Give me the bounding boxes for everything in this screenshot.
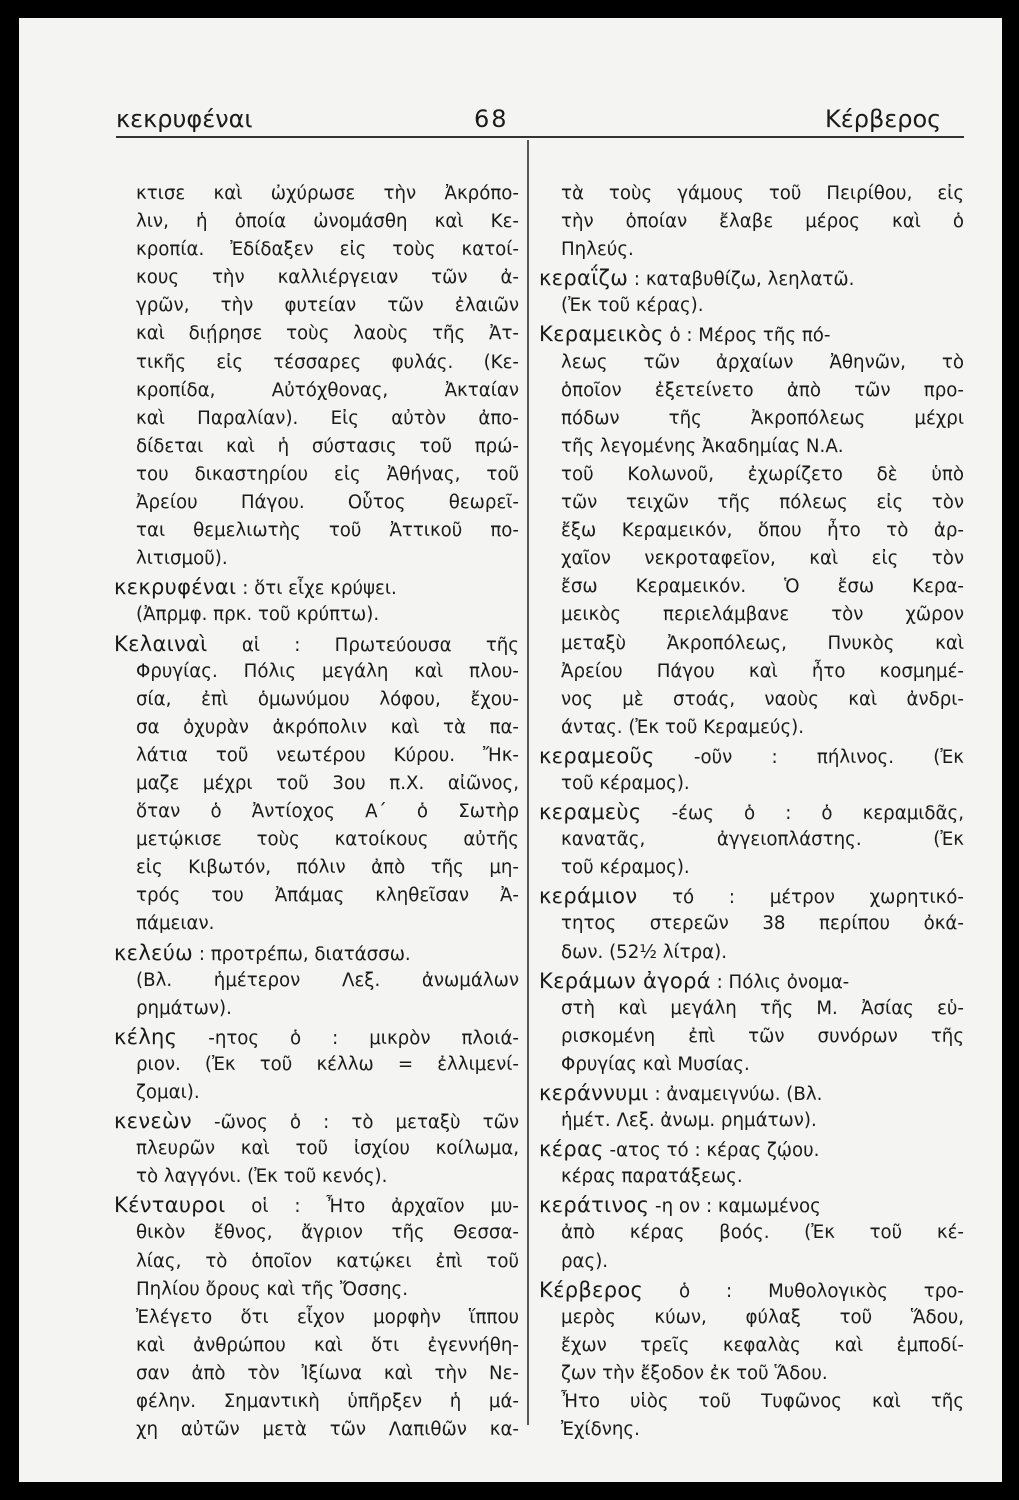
entry-text-line bbox=[114, 882, 519, 910]
entry-text-line bbox=[539, 1360, 964, 1388]
entry-text: μετῴκισε τοὺς κατοίκους αὐτῆς bbox=[136, 829, 519, 851]
entry-text: ἔχων τρεῖς κεφαλὰς καὶ ἐμποδί- bbox=[561, 1334, 964, 1356]
entry-text-line bbox=[114, 967, 519, 995]
entry-text-line bbox=[539, 1332, 964, 1360]
entry-text: ὅταν ὁ Ἀντίοχος Α΄ ὁ Σωτὴρ bbox=[136, 801, 519, 823]
entry-text: Ἐλέγετο ὅτι εἶχον μορφὴν ἵππου bbox=[136, 1306, 519, 1328]
entry-text: -ατος τό : κέρας ζῴου. bbox=[603, 1140, 820, 1162]
entry-text-line bbox=[114, 377, 519, 405]
entry-text-line bbox=[539, 292, 964, 320]
entry-text-line bbox=[539, 939, 964, 967]
headword: Κελαιναὶ bbox=[114, 631, 208, 656]
entry-text: τό : μέτρον χωρητικό- bbox=[637, 887, 964, 909]
entry-text: ἔσω Κεραμεικόν. Ὁ ἔσω Κερα- bbox=[561, 576, 964, 598]
dictionary-page bbox=[19, 18, 1002, 1482]
entry-text: πάμειαν. bbox=[136, 913, 215, 935]
entry-headword-line bbox=[114, 1023, 519, 1051]
entry-text-line bbox=[114, 1388, 519, 1416]
entry-text-line bbox=[539, 826, 964, 854]
entry-text: ριον. (Ἐκ τοῦ κέλλω = ἐλλιμενί- bbox=[136, 1053, 519, 1075]
entry-text: λίας, τὸ ὁποῖον κατῴκει ἐπὶ τοῦ bbox=[136, 1250, 519, 1272]
entry-text: αἱ : Πρωτεύουσα τῆς bbox=[207, 634, 519, 656]
entry-text-line bbox=[539, 377, 964, 405]
entry-text: τικῆς εἰς τέσσαρες φυλάς. (Κε- bbox=[136, 351, 519, 373]
entry-text: θικὸν ἔθνος, ἄγριον τῆς Θεσσα- bbox=[136, 1222, 519, 1244]
entry-text-line bbox=[539, 1304, 964, 1332]
headword: Κεράμων ἀγορά bbox=[539, 968, 711, 993]
headword: κελεύω bbox=[114, 940, 194, 965]
entry-text: κροπίδα, Αὐτόχθονας, Ἀκταίαν bbox=[136, 379, 519, 401]
entry-text-line bbox=[114, 1276, 519, 1304]
entry-text: ζομαι). bbox=[136, 1082, 200, 1103]
entry-text-line bbox=[114, 180, 519, 208]
column-divider bbox=[527, 140, 529, 1425]
entry-text-line bbox=[114, 236, 519, 264]
entry-text-line bbox=[114, 1051, 519, 1079]
entry-text-line bbox=[539, 573, 964, 601]
left-column bbox=[114, 180, 519, 1444]
headword: κεκρυφέναι bbox=[114, 575, 237, 600]
entry-text: τῶν τειχῶν τῆς πόλεως εἰς τὸν bbox=[561, 492, 964, 514]
entry-text: : Πόλις ὀνομα- bbox=[710, 971, 850, 993]
entry-text: Φρυγίας. Πόλις μεγάλη καὶ πλου- bbox=[136, 660, 519, 682]
entry-text: : προτρέπω, διατάσσω. bbox=[193, 943, 411, 965]
headword: Κέρβερος bbox=[539, 1277, 644, 1302]
header-rule bbox=[116, 136, 964, 138]
entry-text-line bbox=[114, 461, 519, 489]
entry-text: καὶ Παραλίαν). Εἰς αὐτὸν ἀπο- bbox=[136, 407, 519, 429]
entry-text: λιν, ἡ ὁποία ὠνομάσθη καὶ Κε- bbox=[136, 211, 519, 233]
entry-text-line bbox=[539, 601, 964, 629]
entry-text: Ἦτο υἱὸς τοῦ Τυφῶνος καὶ τῆς bbox=[561, 1391, 964, 1413]
entry-text-line bbox=[539, 770, 964, 798]
entry-text-line bbox=[539, 1023, 964, 1051]
entry-text: ται θεμελιωτὴς τοῦ Ἀττικοῦ πο- bbox=[136, 520, 519, 542]
entry-text: ρημάτων). bbox=[136, 997, 232, 1019]
entry-text: πόδων τῆς Ἀκροπόλεως μέχρι bbox=[561, 407, 964, 429]
entry-text: ρας). bbox=[561, 1250, 609, 1272]
entry-text-line bbox=[114, 995, 519, 1023]
entry-headword-line bbox=[114, 1107, 519, 1135]
entry-headword-line bbox=[539, 798, 964, 826]
entry-text: χη αὐτῶν μετὰ τῶν Λαπιθῶν κα- bbox=[136, 1419, 519, 1441]
entry-text-line bbox=[539, 910, 964, 938]
entry-text-line bbox=[114, 1360, 519, 1388]
right-column bbox=[539, 180, 964, 1444]
entry-text: (Ἀπρμφ. πρκ. τοῦ κρύπτω). bbox=[136, 604, 380, 626]
entry-text: ἡμέτ. Λεξ. ἀνωμ. ρημάτων). bbox=[561, 1110, 817, 1132]
entry-text-line bbox=[114, 910, 519, 938]
entry-text: ρισκομένη ἐπὶ τῶν συνόρων τῆς bbox=[561, 1025, 964, 1047]
entry-text: δων. (52½ λίτρα). bbox=[561, 941, 728, 963]
running-head-left: κεκρυφέναι bbox=[116, 105, 253, 133]
entry-text: ὁ : Μυθολογικὸς τρο- bbox=[643, 1280, 964, 1302]
entry-text-line bbox=[114, 208, 519, 236]
entry-text: πλευρῶν καὶ τοῦ ἰσχίου κοίλωμα, bbox=[136, 1138, 519, 1160]
entry-text-line bbox=[539, 461, 964, 489]
entry-text-line bbox=[114, 320, 519, 348]
entry-text-line bbox=[539, 208, 964, 236]
entry-text-line bbox=[114, 742, 519, 770]
entry-text: -ῶνος ὁ : τὸ μεταξὺ τῶν bbox=[191, 1112, 519, 1134]
entry-text: τρός του Ἀπάμας κληθεῖσαν Ἀ- bbox=[136, 885, 519, 907]
entry-text: δίδεται καὶ ἡ σύστασις τοῦ πρώ- bbox=[136, 435, 519, 457]
entry-text: Ἀρείου Πάγου καὶ ἦτο κοσμημέ- bbox=[561, 660, 964, 682]
headword: κεραμεὺς bbox=[539, 800, 642, 825]
entry-text: του δικαστηρίου εἰς Ἀθήνας, τοῦ bbox=[136, 463, 519, 485]
entry-text: κέρας παρατάξεως. bbox=[561, 1166, 743, 1188]
entry-text-line bbox=[539, 545, 964, 573]
entry-text: ὁ : Μέρος τῆς πό- bbox=[663, 325, 831, 347]
entry-headword-line bbox=[539, 882, 964, 910]
entry-text-line bbox=[539, 1248, 964, 1276]
headword: κέλης bbox=[114, 1024, 178, 1049]
entry-text: : ἀναμειγνύω. (Βλ. bbox=[648, 1084, 823, 1105]
entry-text-line bbox=[539, 433, 964, 461]
entry-text: σαν ἀπὸ τὸν Ἰξίωνα καὶ τὴν Νε- bbox=[136, 1362, 519, 1384]
entry-text: κους τὴν καλλιέργειαν τῶν ἀ- bbox=[136, 267, 519, 289]
entry-text: Φρυγίας καὶ Μυσίας. bbox=[561, 1053, 750, 1075]
entry-text: κροπία. Ἐδίδαξεν εἰς τοὺς κατοί- bbox=[136, 239, 519, 261]
entry-text-line bbox=[114, 405, 519, 433]
entry-headword-line bbox=[539, 1191, 964, 1219]
entry-text: μεικὸς περιελάμβανε τὸν χῶρον bbox=[561, 604, 964, 626]
entry-text-line bbox=[539, 1219, 964, 1247]
entry-text: οἱ : Ἦτο ἀρχαῖον μυ- bbox=[225, 1196, 519, 1218]
entry-text-line bbox=[114, 854, 519, 882]
entry-text: -η ον : καμωμένος bbox=[649, 1196, 821, 1218]
entry-text-line bbox=[539, 1388, 964, 1416]
entry-text-line bbox=[114, 292, 519, 320]
entry-text-line bbox=[539, 1051, 964, 1079]
headword: κεραμεοῦς bbox=[539, 743, 655, 768]
running-head-right: Κέρβερος bbox=[825, 105, 942, 133]
entry-text-line bbox=[114, 1304, 519, 1332]
entry-headword-line bbox=[539, 742, 964, 770]
entry-text-line bbox=[539, 854, 964, 882]
headword: κεράμιον bbox=[539, 884, 638, 909]
entry-text-line bbox=[539, 686, 964, 714]
entry-text: τοῦ κέραμος). bbox=[561, 857, 690, 879]
entry-text: (Ἐκ τοῦ κέρας). bbox=[561, 295, 704, 317]
entry-headword-line bbox=[539, 1135, 964, 1163]
entry-text-line bbox=[539, 658, 964, 686]
entry-text: -οῦν : πήλινος. (Ἐκ bbox=[654, 746, 964, 768]
entry-text: ἔξω Κεραμεικόν, ὅπου ἦτο τὸ ἀρ- bbox=[561, 520, 964, 542]
entry-headword-line bbox=[114, 939, 519, 967]
entry-text: άντας. (Ἐκ τοῦ Κεραμεύς). bbox=[561, 716, 805, 738]
entry-text: : καταβυθίζω, λεηλατῶ. bbox=[628, 269, 855, 291]
entry-text-line bbox=[114, 264, 519, 292]
entry-text-line bbox=[114, 517, 519, 545]
entry-text-line bbox=[114, 1219, 519, 1247]
entry-text: Πηλίου ὄρους καὶ τῆς Ὄσσης. bbox=[136, 1278, 409, 1300]
entry-text: μεταξὺ Ἀκροπόλεως, Πνυκὸς καὶ bbox=[561, 632, 964, 654]
entry-text-line bbox=[539, 995, 964, 1023]
entry-headword-line bbox=[114, 573, 519, 601]
entry-text: καὶ διῄρησε τοὺς λαοὺς τῆς Ἀτ- bbox=[136, 323, 519, 345]
entry-headword-line bbox=[539, 320, 964, 348]
entry-text: τὰ τοὺς γάμους τοῦ Πειρίθου, εἰς bbox=[561, 183, 964, 204]
entry-text: στὴ καὶ μεγάλη τῆς Μ. Ἀσίας εὑ- bbox=[561, 997, 964, 1019]
entry-text-line bbox=[114, 601, 519, 629]
entry-text: λεως τῶν ἀρχαίων Ἀθηνῶν, τὸ bbox=[561, 351, 964, 373]
headword: κεραΐζω bbox=[539, 266, 629, 291]
entry-text: Πηλεύς. bbox=[561, 239, 634, 261]
entry-text: ὁποῖον ἐξετείνετο ἀπὸ τῶν προ- bbox=[561, 379, 964, 401]
entry-text: Ἀρείου Πάγου. Οὗτος θεωρεῖ- bbox=[136, 492, 519, 514]
entry-headword-line bbox=[114, 1191, 519, 1219]
entry-text: τοῦ Κολωνοῦ, ἐχωρίζετο δὲ ὑπὸ bbox=[561, 463, 964, 485]
entry-text: φέλην. Σημαντικὴ ὑπῆρξεν ἡ μά- bbox=[136, 1391, 519, 1413]
entry-text-line bbox=[114, 658, 519, 686]
entry-text: (Βλ. ἡμέτερον Λεξ. ἀνωμάλων bbox=[136, 969, 519, 991]
entry-text: τὴν ὁποίαν ἔλαβε μέρος καὶ ὁ bbox=[561, 211, 964, 233]
entry-text: ζων τὴν ἔξοδον ἐκ τοῦ Ἅδου. bbox=[561, 1362, 828, 1384]
entry-text: νος μὲ στοάς, ναοὺς καὶ ἀνδρι- bbox=[561, 688, 964, 710]
entry-text: μερὸς κύων, φύλαξ τοῦ Ἅδου, bbox=[561, 1306, 964, 1328]
entry-text-line bbox=[114, 1135, 519, 1163]
entry-text: ἀπὸ κέρας βοός. (Ἐκ τοῦ κέ- bbox=[561, 1222, 964, 1244]
entry-text-line bbox=[539, 405, 964, 433]
entry-text-line bbox=[114, 433, 519, 461]
entry-text: -ητος ὁ : μικρὸν πλοιά- bbox=[177, 1027, 519, 1049]
entry-text-line bbox=[114, 826, 519, 854]
headword: κεράτινος bbox=[539, 1193, 650, 1218]
entry-text-line bbox=[114, 798, 519, 826]
entry-text: μαζε μέχρι τοῦ 3ου π.Χ. αἰῶνος, bbox=[136, 772, 519, 794]
entry-text-line bbox=[114, 545, 519, 573]
entry-text: σία, ἐπὶ ὁμωνύμου λόφου, ἔχου- bbox=[136, 688, 519, 710]
entry-text-line bbox=[114, 349, 519, 377]
entry-text: καὶ ἀνθρώπου καὶ ὅτι ἐγεννήθη- bbox=[136, 1334, 519, 1356]
entry-text-line bbox=[539, 517, 964, 545]
entry-text-line bbox=[539, 349, 964, 377]
headword: κεράννυμι bbox=[539, 1081, 649, 1105]
entry-text-line bbox=[539, 236, 964, 264]
entry-text-line bbox=[539, 714, 964, 742]
entry-text-line bbox=[114, 1079, 519, 1107]
entry-text-line bbox=[114, 686, 519, 714]
entry-text-line bbox=[114, 714, 519, 742]
entry-text-line bbox=[539, 1107, 964, 1135]
entry-headword-line bbox=[114, 630, 519, 658]
headword: κέρας bbox=[539, 1137, 604, 1162]
entry-text: σα ὀχυρὰν ἀκρόπολιν καὶ τὰ πα- bbox=[136, 716, 519, 738]
entry-text: τὸ λαγγόνι. (Ἐκ τοῦ κενός). bbox=[136, 1166, 388, 1188]
entry-text-line bbox=[114, 1416, 519, 1444]
entry-text: εἰς Κιβωτόν, πόλιν ἀπὸ τῆς μη- bbox=[136, 857, 519, 879]
entry-text: κτισε καὶ ὠχύρωσε τὴν Ἀκρόπο- bbox=[136, 183, 519, 204]
entry-headword-line bbox=[539, 1276, 964, 1304]
entry-text: τοῦ κέραμος). bbox=[561, 772, 690, 794]
entry-text-line bbox=[114, 1248, 519, 1276]
entry-headword-line bbox=[539, 1079, 964, 1107]
entry-text: : ὅτι εἶχε κρύψει. bbox=[236, 578, 397, 600]
entry-text-line bbox=[539, 1163, 964, 1191]
entry-text: -έως ὁ : ὁ κεραμιδᾶς, bbox=[641, 803, 964, 825]
entry-text-line bbox=[114, 1332, 519, 1360]
page-number: 68 bbox=[474, 105, 509, 133]
entry-text: τητος στερεῶν 38 περίπου ὀκά- bbox=[561, 913, 964, 935]
entry-text-line bbox=[114, 770, 519, 798]
entry-text: λάτια τοῦ νεωτέρου Κύρου. Ἤκ- bbox=[136, 744, 519, 766]
entry-text-line bbox=[114, 1163, 519, 1191]
entry-text-line bbox=[114, 489, 519, 517]
headword: κενεὼν bbox=[114, 1109, 192, 1134]
entry-text: χαῖον νεκροταφεῖον, καὶ εἰς τὸν bbox=[561, 548, 964, 570]
entry-text-line bbox=[539, 630, 964, 658]
entry-text: λιτισμοῦ). bbox=[136, 548, 228, 570]
entry-text-line bbox=[539, 489, 964, 517]
entry-text: τῆς λεγομένης Ἀκαδημίας Ν.Α. bbox=[561, 435, 844, 457]
entry-headword-line bbox=[539, 967, 964, 995]
entry-text: κανατᾶς, ἀγγειοπλάστης. (Ἐκ bbox=[561, 829, 964, 851]
headword: Κεραμεικὸς bbox=[539, 322, 664, 347]
entry-text: γρῶν, τὴν φυτείαν τῶν ἐλαιῶν bbox=[136, 295, 519, 317]
entry-headword-line bbox=[539, 264, 964, 292]
entry-text: Ἐχίδνης. bbox=[561, 1419, 640, 1441]
entry-text-line bbox=[539, 1416, 964, 1444]
headword: Κένταυροι bbox=[114, 1193, 226, 1218]
entry-text-line bbox=[539, 180, 964, 208]
